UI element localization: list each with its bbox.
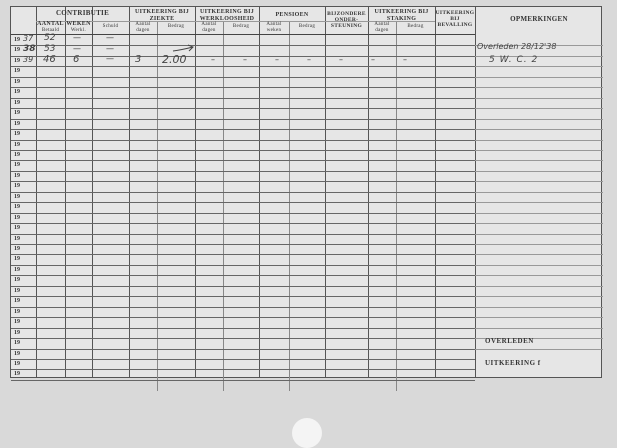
year-prefix: 19	[14, 350, 20, 357]
entry-1937-werkl: —	[73, 33, 81, 42]
year-prefix: 19	[14, 214, 20, 221]
remark-line	[475, 265, 603, 266]
row-line	[11, 108, 475, 109]
header-staking-bedrag: Bedrag	[407, 24, 424, 29]
header-werkloosheid: UITKEERING BIJ WERKLOOSHEID	[199, 9, 255, 22]
year-prefix: 19	[14, 120, 20, 127]
remark-line	[475, 140, 603, 141]
year-prefix: 19	[14, 172, 20, 179]
overleden-label: OVERLEDEN	[485, 337, 534, 345]
remark-line	[475, 328, 603, 329]
year-prefix: 19	[14, 340, 20, 347]
remark-line	[475, 150, 603, 151]
year-prefix: 19	[14, 256, 20, 263]
header-werkl-dagen: Aantal dagen	[201, 22, 217, 33]
year-prefix: 19	[14, 57, 20, 64]
remark-line	[475, 254, 603, 255]
header-werkl-bedrag: Bedrag	[232, 24, 250, 29]
row-line	[11, 223, 475, 224]
remark-line	[475, 160, 603, 161]
year-prefix: 19	[14, 246, 20, 252]
remark-line	[475, 66, 603, 67]
row-line	[11, 160, 475, 161]
remark-line2: 5 W. C. 2	[489, 55, 539, 65]
year-prefix: 19	[14, 371, 20, 378]
year-prefix: 19	[14, 131, 20, 138]
year-prefix: 19	[14, 225, 20, 232]
year-prefix: 19	[14, 183, 20, 190]
year-prefix: 19	[14, 68, 20, 75]
row-line	[11, 317, 475, 318]
year-prefix: 19	[14, 99, 20, 106]
header-ziekte-bedrag: Bedrag	[167, 24, 185, 29]
year-prefix: 19	[14, 277, 20, 284]
uitkeering-label: UITKEERING f	[485, 359, 541, 367]
punch-hole	[292, 418, 322, 448]
row-line	[11, 275, 475, 276]
row-line	[11, 98, 475, 99]
row-line	[11, 181, 475, 182]
entry-1937-betaald: 52	[44, 33, 56, 43]
row-line	[11, 265, 475, 266]
header-bevalling: UITKEERING BIJ BEVALLING	[435, 10, 475, 28]
remark-line	[475, 192, 603, 193]
year-prefix: 19	[14, 162, 20, 169]
remark-line	[475, 119, 603, 120]
year-prefix: 19	[14, 266, 20, 273]
remark-line	[475, 98, 603, 99]
entry-1939-ziekte-bedrag: 2.00	[162, 53, 187, 66]
remark-line	[475, 234, 603, 235]
remark-line	[475, 286, 603, 287]
row-line	[11, 202, 475, 203]
entry-1939-werkl: 6	[73, 54, 80, 65]
year-prefix: 19	[14, 141, 20, 148]
entry-1939-betaald: 46	[43, 54, 56, 65]
year-prefix: 19	[14, 329, 20, 336]
row-line	[11, 77, 475, 78]
remark-line	[475, 171, 603, 172]
header-contributie: CONTRIBUTIE	[55, 9, 110, 17]
row-line	[11, 87, 475, 88]
year-prefix: 19	[14, 37, 20, 43]
remark-line	[475, 181, 603, 182]
row-line	[11, 338, 475, 339]
row-line	[11, 380, 475, 381]
year-prefix: 19	[14, 89, 20, 96]
remark-line	[475, 77, 603, 78]
header-ziekte: UITKEERING BIJ ZIEKTE	[134, 9, 190, 22]
remark-line	[475, 129, 603, 130]
remark-line1: Overleden 28/12'38	[477, 42, 557, 51]
row-line	[11, 286, 475, 287]
row-line	[11, 213, 475, 214]
row-line	[11, 150, 475, 151]
row-line	[11, 296, 475, 297]
header-staking: UITKEERING BIJ STAKING	[374, 9, 429, 22]
year-prefix: 19	[14, 110, 20, 117]
row-line	[11, 254, 475, 255]
remark-line	[475, 108, 603, 109]
remark-line	[475, 349, 603, 350]
year-prefix: 19	[14, 319, 20, 326]
row-line	[11, 192, 475, 193]
remark-line	[475, 213, 603, 214]
entry-1938-schuld: —	[106, 44, 114, 53]
row-line	[11, 129, 475, 130]
row-line	[11, 307, 475, 308]
header-pensioen-weken: Aantal weken	[266, 22, 282, 33]
year-prefix: 19	[14, 235, 20, 242]
remark-line	[475, 244, 603, 245]
remark-line	[475, 307, 603, 308]
header-aantal-betaald: AANTAL Betaald	[37, 21, 64, 33]
row-line	[11, 328, 475, 329]
header-schuld: Schuld	[102, 24, 119, 29]
header-ziekte-dagen: Aantal dagen	[135, 22, 151, 33]
year-prefix: 19	[14, 193, 20, 200]
header-bijzondere: BIJZONDERE ONDER- STEUNING	[327, 11, 366, 29]
entry-1939-schuld: —	[106, 54, 114, 63]
entry-1939-year: 39	[23, 55, 34, 64]
remark-line	[475, 87, 603, 88]
year-prefix: 19	[14, 78, 20, 85]
row-line	[11, 359, 475, 360]
entry-1938-year: 38	[23, 44, 36, 54]
year-prefix: 19	[14, 360, 20, 367]
row-line	[11, 119, 475, 120]
header-pensioen-bedrag: Bedrag	[298, 24, 316, 29]
row-line	[11, 171, 475, 172]
row-line	[11, 140, 475, 141]
year-prefix: 19	[14, 47, 20, 54]
row-line	[11, 244, 475, 245]
row-line	[11, 369, 475, 370]
header-pensioen: PENSIOEN	[275, 12, 309, 18]
dash-marks: –––––––	[211, 55, 435, 64]
header-weken-werkl: WEKEN Werkl.	[66, 21, 91, 33]
remark-line	[475, 202, 603, 203]
arrow-mark-icon	[171, 43, 197, 55]
year-prefix: 19	[14, 308, 20, 315]
year-prefix: 19	[14, 287, 20, 294]
remark-line	[475, 317, 603, 318]
entry-1938-werkl: —	[73, 44, 81, 53]
year-prefix: 19	[14, 298, 20, 305]
remark-line	[475, 223, 603, 224]
entry-1937-schuld: —	[106, 33, 114, 42]
entry-1939-ziekte-dagen: 3	[135, 54, 142, 65]
entry-1937-year: 37	[23, 34, 34, 43]
row-line	[11, 66, 475, 67]
entry-1938-betaald: 53	[44, 44, 56, 54]
header-staking-dagen: Aantal dagen	[374, 22, 390, 33]
year-prefix: 19	[14, 204, 20, 211]
remark-line	[475, 275, 603, 276]
remark-line	[475, 296, 603, 297]
row-line	[11, 349, 475, 350]
row-line	[11, 234, 475, 235]
year-prefix: 19	[14, 151, 20, 158]
registration-card	[10, 6, 602, 378]
header-opmerkingen: OPMERKINGEN	[510, 15, 568, 23]
